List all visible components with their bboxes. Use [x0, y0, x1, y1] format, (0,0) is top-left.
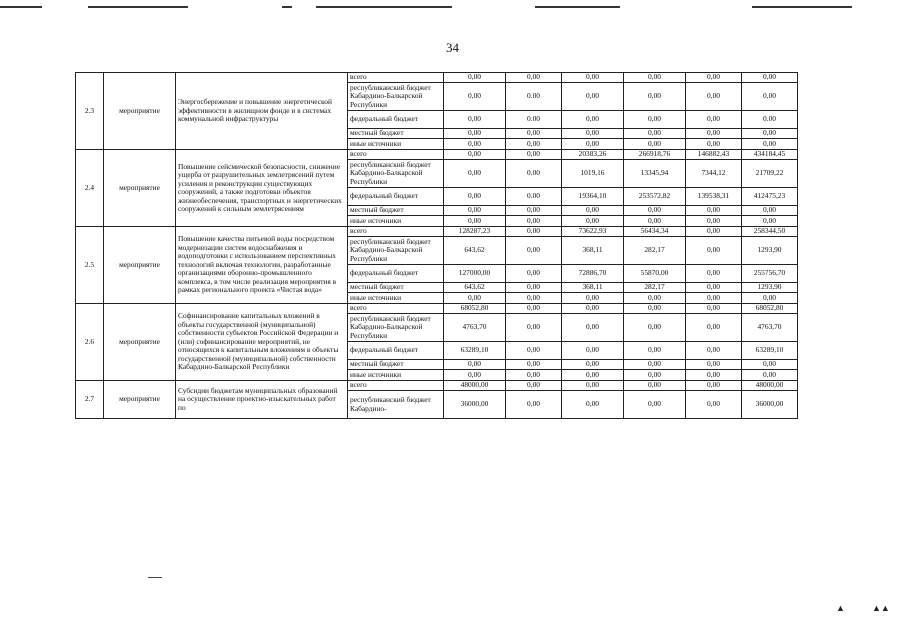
amount-cell: 0.00	[506, 111, 562, 129]
amount-cell: 0,00	[506, 216, 562, 227]
amount-cell: 0,00	[742, 370, 798, 381]
page-number: 34	[446, 40, 459, 55]
item-description: Софинансирование капитальных вложений в объекты государственной (муниципальной) собственности субъектов Российской Федерации и (или) софинансирование мероприятий, не относящихся к капитальным вложениям в объекты государственной (муниципальной) собственности Кабардино-Балкарской Республики	[176, 304, 348, 381]
amount-cell: 0,00	[686, 206, 742, 216]
amount-cell: 1293,90	[742, 283, 798, 293]
amount-cell: 253572,82	[624, 188, 686, 206]
funding-source: местный бюджет	[348, 129, 444, 139]
amount-cell: 0,00	[562, 370, 624, 381]
amount-cell: 4763,70	[742, 314, 798, 342]
funding-source: всего	[348, 227, 444, 237]
amount-cell: 0,00	[624, 139, 686, 150]
amount-cell: 56434,34	[624, 227, 686, 237]
amount-cell: 0,00	[506, 206, 562, 216]
amount-cell: 0,00	[444, 360, 506, 370]
amount-cell: 0,00	[624, 314, 686, 342]
item-description: Субсидии бюджетам муниципальных образований на осуществление проектно-изыскательных работ по	[176, 381, 348, 419]
amount-cell: 0,00	[562, 304, 624, 314]
funding-source: федеральный бюджет	[348, 265, 444, 283]
funding-source: всего	[348, 381, 444, 391]
amount-cell: 0,00	[444, 83, 506, 111]
amount-cell: 0,00	[562, 129, 624, 139]
amount-cell: 0,00	[562, 216, 624, 227]
amount-cell: 0,00	[506, 237, 562, 265]
item-number: 2.7	[76, 381, 104, 419]
item-number: 2.6	[76, 304, 104, 381]
amount-cell: 68052,80	[742, 304, 798, 314]
funding-source: иные источники	[348, 139, 444, 150]
amount-cell: 0,00	[444, 188, 506, 206]
amount-cell: 7344,12	[686, 160, 742, 188]
amount-cell: 0,00	[444, 111, 506, 129]
amount-cell: 0,00	[742, 83, 798, 111]
amount-cell: 0,00	[562, 206, 624, 216]
item-description: Повышение качества питьевой воды посредством модернизации систем водоснабжения и водоподготовки с использованием перспективных технологий включая технологии, разработанные организациями оборонно-промышленного комплекса, в том числе реализация мероприятия в рамках регионального проекта «Чистая вода»	[176, 227, 348, 304]
amount-cell: 0,00	[444, 370, 506, 381]
amount-cell: 0,00	[444, 216, 506, 227]
amount-cell: 48000,00	[444, 381, 506, 391]
amount-cell: 282,17	[624, 237, 686, 265]
amount-cell: 0,00	[562, 73, 624, 83]
amount-cell: 0,00	[742, 293, 798, 304]
amount-cell: 21709,22	[742, 160, 798, 188]
funding-source: республиканский бюджет Кабардино-	[348, 391, 444, 419]
funding-source: иные источники	[348, 293, 444, 304]
amount-cell: 63289,10	[742, 342, 798, 360]
scan-top-line	[0, 6, 42, 8]
item-kind: мероприятие	[104, 73, 176, 150]
amount-cell: 0,00	[506, 129, 562, 139]
amount-cell: 255756,70	[742, 265, 798, 283]
amount-cell: 0,00	[444, 150, 506, 160]
funding-source: федеральный бюджет	[348, 342, 444, 360]
amount-cell: 127000,00	[444, 265, 506, 283]
amount-cell: 1293,90	[742, 237, 798, 265]
amount-cell: 0,00	[686, 111, 742, 129]
item-description: Энергосбережение и повышение энергетической эффективности в жилищном фонде и в системах коммунальной инфраструктуры	[176, 73, 348, 150]
amount-cell: 0,00	[562, 139, 624, 150]
amount-cell: 0,00	[444, 206, 506, 216]
table-row	[76, 73, 798, 83]
amount-cell: 0.00	[506, 160, 562, 188]
funding-source: республиканский бюджет Кабардино-Балкарской Республики	[348, 237, 444, 265]
amount-cell: 0,00	[624, 370, 686, 381]
amount-cell: 48000,00	[742, 381, 798, 391]
amount-cell: 0,00	[686, 216, 742, 227]
amount-cell: 4763,70	[444, 314, 506, 342]
amount-cell: 0,00	[506, 73, 562, 83]
amount-cell: 0,00	[506, 227, 562, 237]
amount-cell: 0,00	[624, 73, 686, 83]
amount-cell: 0,00	[686, 293, 742, 304]
amount-cell: 0,00	[624, 342, 686, 360]
amount-cell: 0,00	[506, 139, 562, 150]
amount-cell: 0,00	[742, 139, 798, 150]
amount-cell: 0,00	[742, 73, 798, 83]
amount-cell: 19364,10	[562, 188, 624, 206]
amount-cell: 0.00	[506, 83, 562, 111]
amount-cell: 0,00	[686, 391, 742, 419]
amount-cell: 0,00	[686, 370, 742, 381]
amount-cell: 0,00	[686, 360, 742, 370]
table-row	[76, 304, 798, 314]
funding-source: федеральный бюджет	[348, 111, 444, 129]
amount-cell: 0,00	[562, 83, 624, 111]
funding-source: всего	[348, 150, 444, 160]
funding-source: местный бюджет	[348, 360, 444, 370]
amount-cell: 0,00	[624, 293, 686, 304]
table-row	[76, 227, 798, 237]
amount-cell: 0,00	[506, 342, 562, 360]
amount-cell: 20383,26	[562, 150, 624, 160]
amount-cell: 0,00	[506, 293, 562, 304]
item-kind: мероприятие	[104, 304, 176, 381]
amount-cell: 258344,50	[742, 227, 798, 237]
table-row	[76, 381, 798, 391]
amount-cell: 73622,93	[562, 227, 624, 237]
funding-source: местный бюджет	[348, 283, 444, 293]
amount-cell: 0,00	[686, 227, 742, 237]
amount-cell: 0,00	[686, 381, 742, 391]
amount-cell: 0,00	[742, 129, 798, 139]
item-kind: мероприятие	[104, 150, 176, 227]
amount-cell: 13345,94	[624, 160, 686, 188]
amount-cell: 0,00	[742, 216, 798, 227]
item-kind: мероприятие	[104, 227, 176, 304]
funding-source: республиканский бюджет Кабардино-Балкарской Республики	[348, 314, 444, 342]
funding-source: республиканский бюджет Кабардино-Балкарской Республики	[348, 83, 444, 111]
amount-cell: 36000,00	[742, 391, 798, 419]
amount-cell: 36000,00	[444, 391, 506, 419]
amount-cell: 0,00	[506, 265, 562, 283]
amount-cell: 0,00	[444, 129, 506, 139]
amount-cell: 63289,10	[444, 342, 506, 360]
scan-top-line	[752, 6, 852, 8]
funding-source: всего	[348, 73, 444, 83]
funding-source: иные источники	[348, 216, 444, 227]
scan-top-line	[88, 6, 188, 8]
amount-cell: 72886,70	[562, 265, 624, 283]
scan-top-line	[535, 6, 620, 8]
amount-cell: 0,00	[686, 342, 742, 360]
amount-cell: 643,62	[444, 283, 506, 293]
funding-source: иные источники	[348, 370, 444, 381]
scan-speck: ▲▲	[872, 603, 890, 613]
amount-cell: 0,00	[562, 360, 624, 370]
table-body	[76, 73, 798, 419]
amount-cell: 643,62	[444, 237, 506, 265]
amount-cell: 0,00	[444, 73, 506, 83]
amount-cell: 0,00	[624, 381, 686, 391]
funding-source: республиканский бюджет Кабардино-Балкарской Республики	[348, 160, 444, 188]
amount-cell: 0,00	[686, 129, 742, 139]
amount-cell: 412475,23	[742, 188, 798, 206]
funding-source: всего	[348, 304, 444, 314]
amount-cell: 0,00	[562, 391, 624, 419]
amount-cell: 0,00	[686, 314, 742, 342]
amount-cell: 0,00	[562, 314, 624, 342]
amount-cell: 0,00	[624, 206, 686, 216]
item-number: 2.4	[76, 150, 104, 227]
amount-cell: 0,00	[444, 139, 506, 150]
amount-cell: 0,00	[624, 360, 686, 370]
funding-source: федеральный бюджет	[348, 188, 444, 206]
amount-cell: 0,00	[686, 83, 742, 111]
amount-cell: 0,00	[624, 391, 686, 419]
item-description: Повышение сейсмической безопасности, снижение ущерба от разрушительных землетрясений путем усиления и реконструкции существующих сооружений, а также подготовки объектов жизнеобеспечения, транспортных и энергетических сооружений к сильным землетрясениям	[176, 150, 348, 227]
amount-cell: 0,00	[506, 381, 562, 391]
amount-cell: 0,00	[624, 83, 686, 111]
amount-cell: 1019,16	[562, 160, 624, 188]
amount-cell: 0,00	[624, 216, 686, 227]
amount-cell: 0,00	[506, 370, 562, 381]
amount-cell: 0,00	[506, 150, 562, 160]
amount-cell: 0,00	[444, 293, 506, 304]
amount-cell: 146882,43	[686, 150, 742, 160]
amount-cell: 434184,45	[742, 150, 798, 160]
amount-cell: 0.00	[742, 111, 798, 129]
amount-cell: 0,00	[506, 283, 562, 293]
item-number: 2.5	[76, 227, 104, 304]
amount-cell: 139538,31	[686, 188, 742, 206]
amount-cell: 0,00	[562, 293, 624, 304]
amount-cell: 0,00	[742, 206, 798, 216]
amount-cell: 0,00	[562, 111, 624, 129]
amount-cell: 282,17	[624, 283, 686, 293]
item-number: 2.3	[76, 73, 104, 150]
amount-cell: 0,00	[624, 129, 686, 139]
amount-cell: 0,00	[624, 111, 686, 129]
amount-cell: 0,00	[686, 73, 742, 83]
scan-top-line	[282, 6, 292, 8]
scan-speck: ▲	[836, 603, 845, 613]
scan-mark	[148, 577, 162, 578]
amount-cell: 0.00	[506, 188, 562, 206]
amount-cell: 0,00	[686, 265, 742, 283]
amount-cell: 0,00	[624, 304, 686, 314]
amount-cell: 0,00	[686, 304, 742, 314]
amount-cell: 0,00	[506, 314, 562, 342]
amount-cell: 0,00	[506, 304, 562, 314]
scan-top-line	[316, 6, 452, 8]
amount-cell: 55870,00	[624, 265, 686, 283]
amount-cell: 0,00	[686, 237, 742, 265]
amount-cell: 368,11	[562, 283, 624, 293]
amount-cell: 128287,23	[444, 227, 506, 237]
table-row	[76, 150, 798, 160]
item-kind: мероприятие	[104, 381, 176, 419]
funding-source: местный бюджет	[348, 206, 444, 216]
amount-cell: 0,00	[506, 360, 562, 370]
amount-cell: 0,00	[506, 391, 562, 419]
amount-cell: 68052,80	[444, 304, 506, 314]
amount-cell: 0,00	[444, 160, 506, 188]
amount-cell: 0,00	[562, 342, 624, 360]
amount-cell: 368,11	[562, 237, 624, 265]
budget-table	[75, 72, 798, 419]
amount-cell: 0,00	[686, 283, 742, 293]
amount-cell: 0,00	[686, 139, 742, 150]
amount-cell: 266918,76	[624, 150, 686, 160]
amount-cell: 0,00	[742, 360, 798, 370]
amount-cell: 0,00	[562, 381, 624, 391]
